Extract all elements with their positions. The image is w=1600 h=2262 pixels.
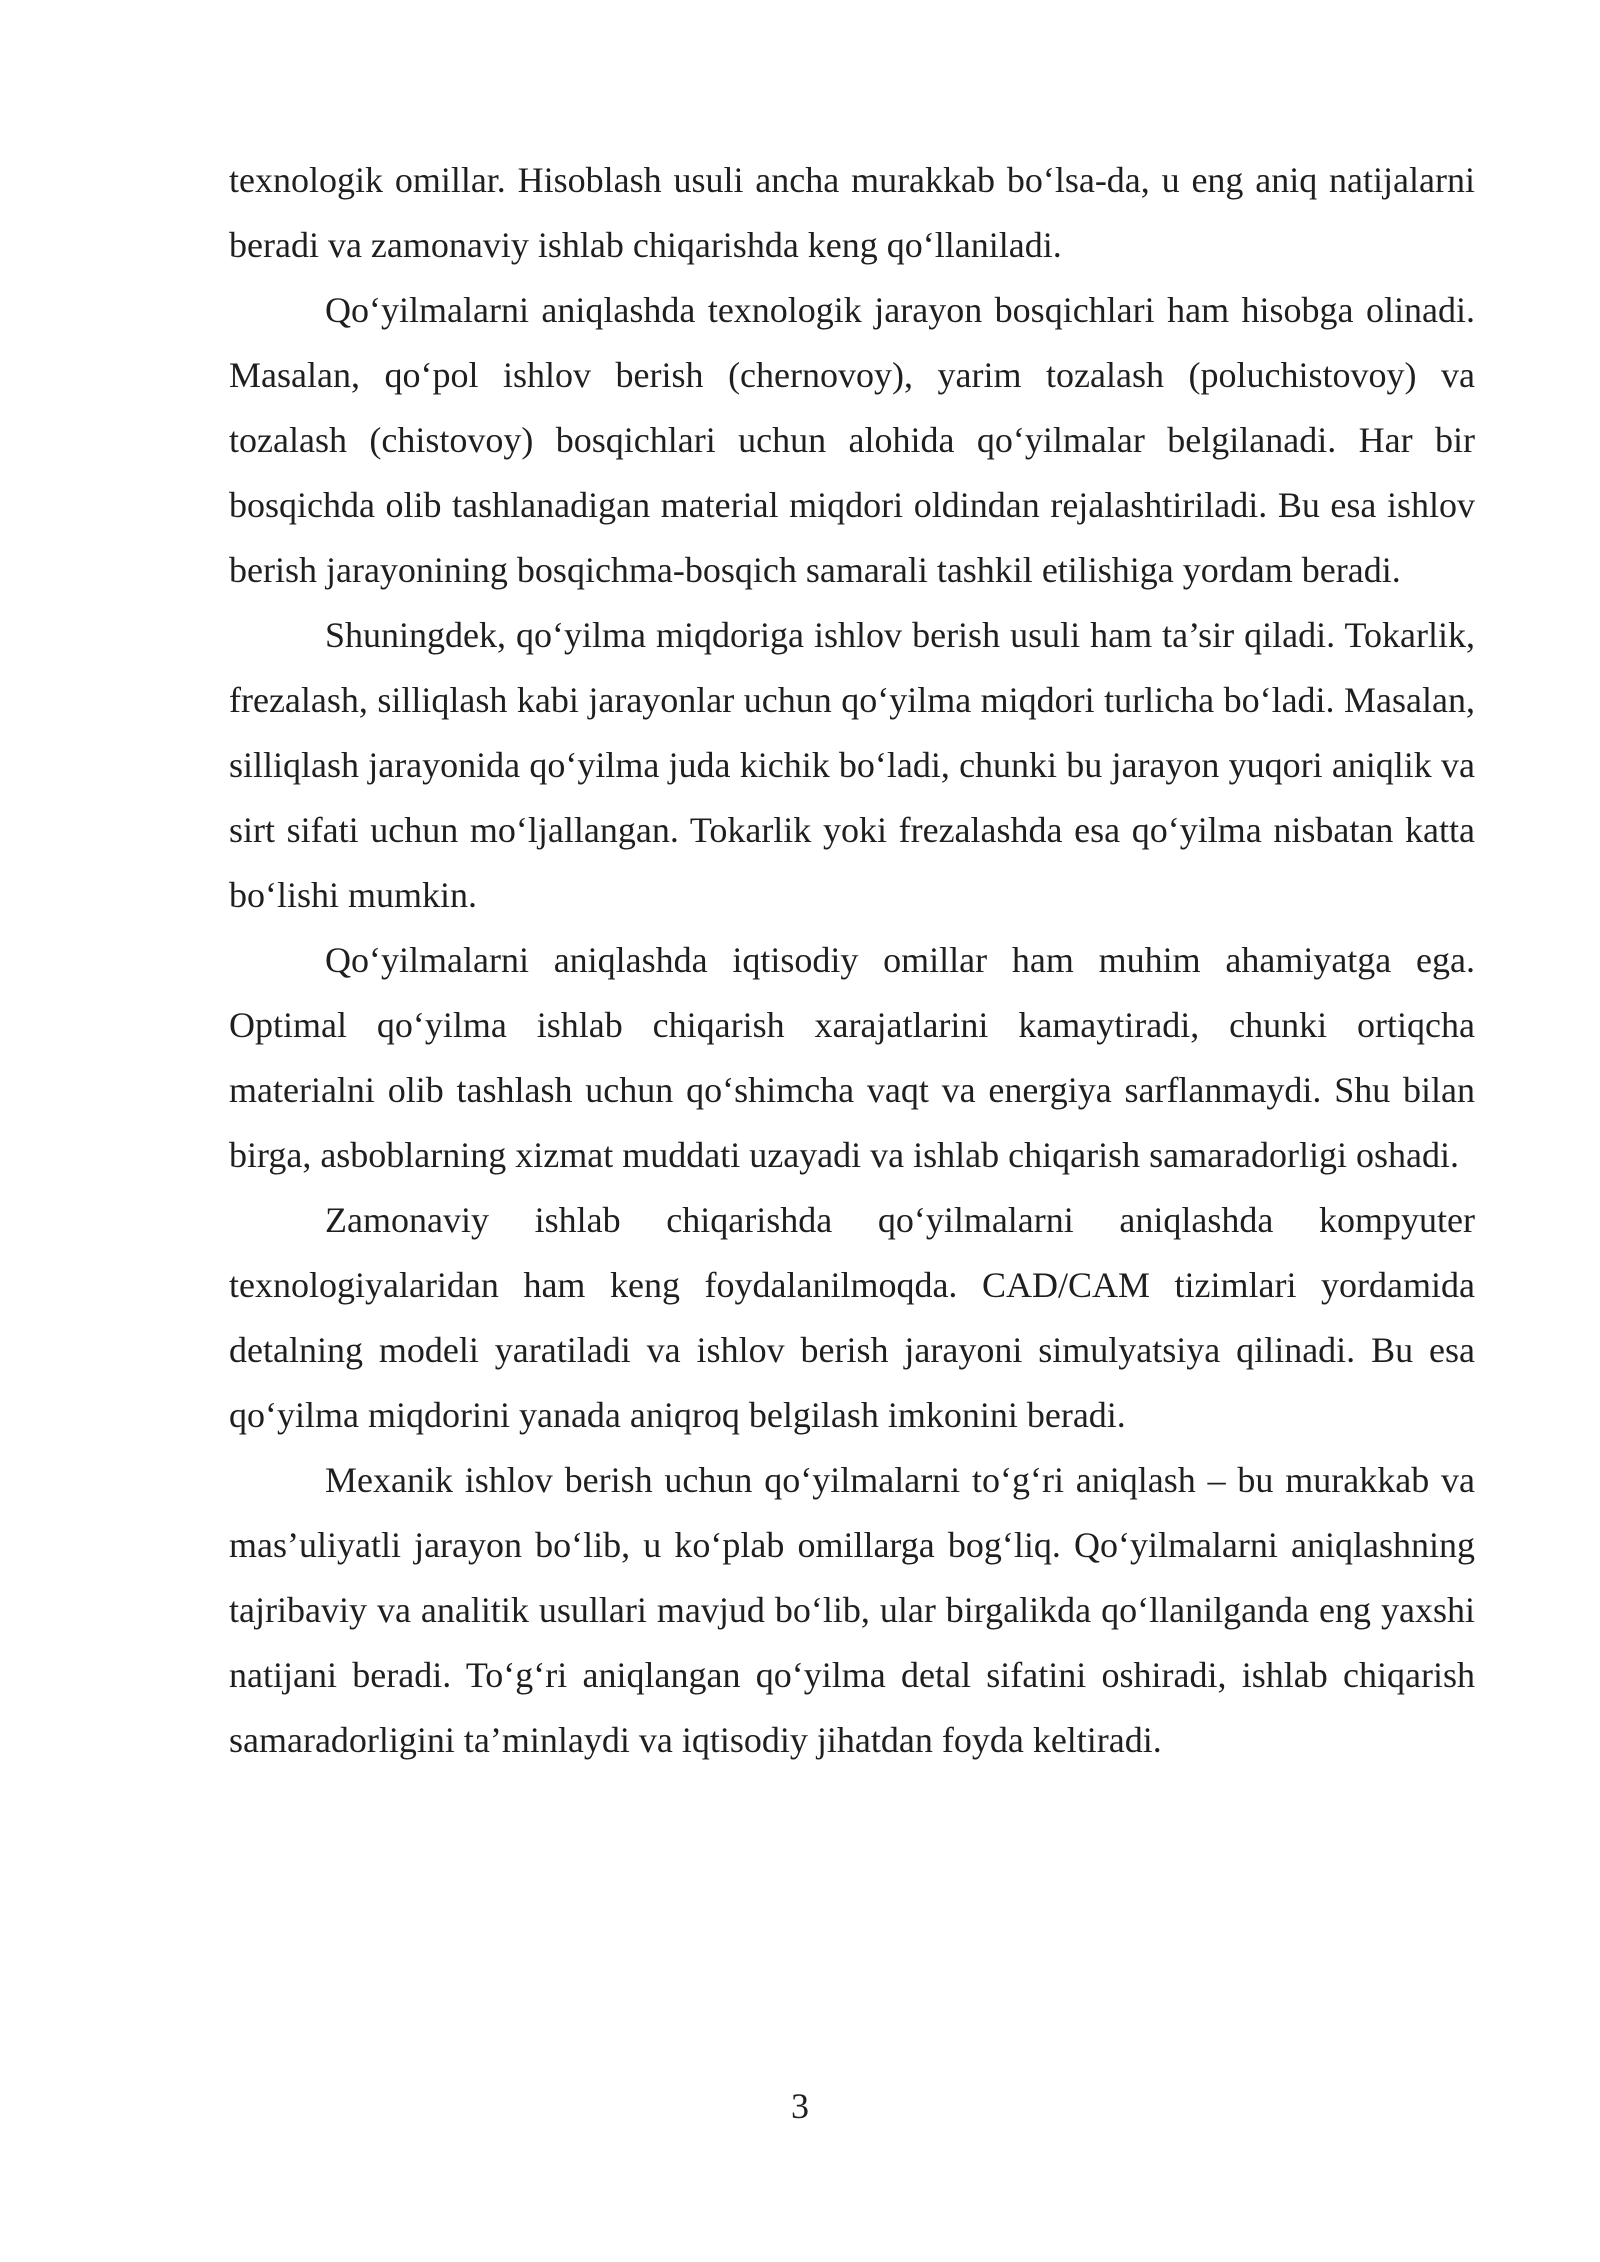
paragraph-conclusion: Mexanik ishlov berish uchun qo‘yilmalarni to‘g‘ri aniqlash – bu murakkab va mas’uliyatli jarayon bo‘lib, u ko‘plab omillarga bog‘liq. Qo‘yilmalarni aniqlashning tajribaviy va analitik usullari mavjud bo‘lib, ular birgalikda qo‘llanilganda eng yaxshi natijani beradi. To‘g‘ri aniqlangan qo‘yilma detal sifatini oshiradi, ishlab chiqarish samaradorligini ta’minlaydi va iqtisodiy jihatdan foyda keltiradi.	[229, 1460, 1475, 1760]
paragraph-continued: texnologik omillar. Hisoblash usuli ancha murakkab bo‘lsa-da, u eng aniq natijalarni beradi va zamonaviy ishlab chiqarishda keng qo‘llaniladi.	[229, 160, 1475, 265]
paragraph-machining-methods: Shuningdek, qo‘yilma miqdoriga ishlov berish usuli ham ta’sir qiladi. Tokarlik, frezalash, silliqlash kabi jarayonlar uchun qo‘yilma miqdori turlicha bo‘ladi. Masalan, silliqlash jarayonida qo‘yilma juda kichik bo‘ladi, chunki bu jarayon yuqori aniqlik va sirt sifati uchun mo‘ljallangan. Tokarlik yoki frezalashda esa qo‘yilma nisbatan katta bo‘lishi mumkin.	[229, 615, 1475, 915]
document-body	[229, 148, 1475, 1773]
paragraph-computer-technologies: Zamonaviy ishlab chiqarishda qo‘yilmalarni aniqlashda kompyuter texnologiyalaridan ham keng foydalanilmoqda. CAD/CAM tizimlari yordamida detalning modeli yaratiladi va ishlov berish jarayoni simulyatsiya qilinadi. Bu esa qo‘yilma miqdorini yanada aniqroq belgilash imkonini beradi.	[229, 1200, 1475, 1435]
paragraph-processing-stages: Qo‘yilmalarni aniqlashda texnologik jarayon bosqichlari ham hisobga olinadi. Masalan, qo‘pol ishlov berish (chernovoy), yarim tozalash (poluchistovoy) va tozalash (chistovoy) bosqichlari uchun alohida qo‘yilmalar belgilanadi. Har bir bosqichda olib tashlanadigan material miqdori oldindan rejalashtiriladi. Bu esa ishlov berish jarayonining bosqichma-bosqich samarali tashkil etilishiga yordam beradi.	[229, 290, 1475, 590]
page-number: 3	[791, 2086, 809, 2126]
paragraph-economic-factors: Qo‘yilmalarni aniqlashda iqtisodiy omillar ham muhim ahamiyatga ega. Optimal qo‘yilma ishlab chiqarish xarajatlarini kamaytiradi, chunki ortiqcha materialni olib tashlash uchun qo‘shimcha vaqt va energiya sarflanmaydi. Shu bilan birga, asboblarning xizmat muddati uzayadi va ishlab chiqarish samaradorligi oshadi.	[229, 940, 1475, 1175]
